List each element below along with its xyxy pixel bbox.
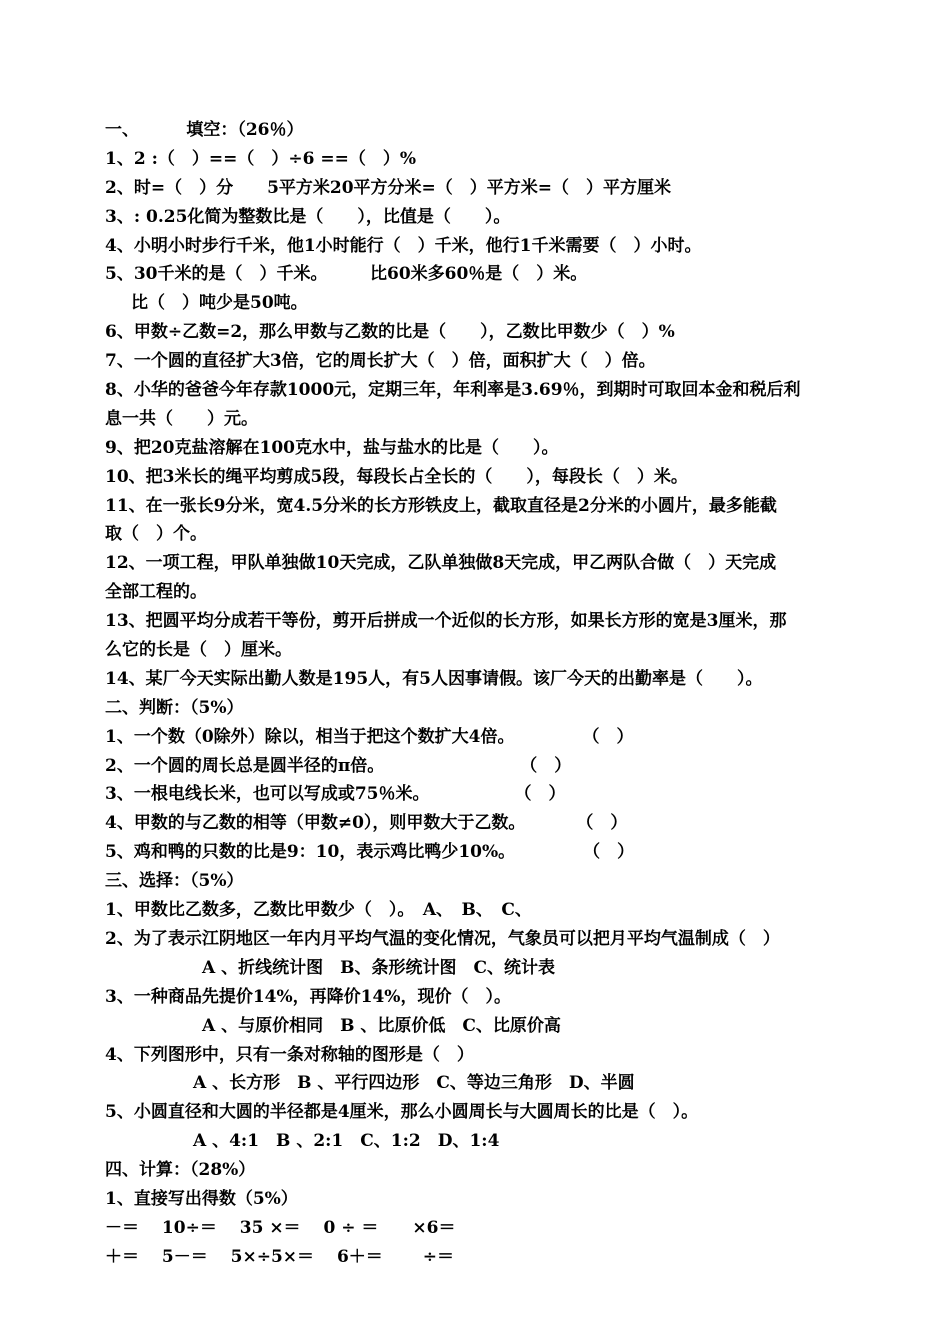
text-line: ＋＝ 5－＝ 5×÷5×＝ 6＋＝ ÷＝ bbox=[105, 1246, 454, 1267]
text-line: 13、把圆平均分成若干等份，剪开后拼成一个近似的长方形，如果长方形的宽是3厘米，那 bbox=[105, 611, 787, 632]
text-line: A 、折线统计图 B、条形统计图 C、统计表 bbox=[202, 957, 556, 978]
text-line: 4、下列图形中，只有一条对称轴的图形是（ ） bbox=[105, 1044, 474, 1065]
text-line: 7、一个圆的直径扩大3倍，它的周长扩大（ ）倍，面积扩大（ ）倍。 bbox=[105, 351, 656, 372]
text-line: A 、4:1 B 、2:1 C、1:2 D、1:4 bbox=[193, 1131, 500, 1152]
text-line: 四、计算：（28%） bbox=[105, 1160, 256, 1181]
text-line: 1、甲数比乙数多，乙数比甲数少（ ）。 A、 B、 C、 bbox=[105, 900, 532, 921]
text-line: 11、在一张长9分米，宽4.5分米的长方形铁皮上，截取直径是2分米的小圆片，最多能截 bbox=[105, 495, 777, 516]
text-line: 12、一项工程，甲队单独做10天完成，乙队单独做8天完成，甲乙两队合做（ ）天完成 bbox=[105, 553, 777, 574]
text-line: 5、小圆直径和大圆的半径都是4厘米，那么小圆周长与大圆周长的比是（ ）。 bbox=[105, 1102, 699, 1123]
text-line: 3、: 0.25化简为整数比是（ ），比值是（ ）。 bbox=[105, 206, 511, 227]
text-line: 2、时=（ ）分 5平方米20平方分米=（ ）平方米=（ ）平方厘米 bbox=[105, 177, 672, 198]
text-line: 9、把20克盐溶解在100克水中，盐与盐水的比是（ ）。 bbox=[105, 437, 559, 458]
text-line: 10、把3米长的绳平均剪成5段，每段长占全长的（ ），每段长（ ）米。 bbox=[105, 466, 688, 487]
text-line: 1、直接写出得数（5%） bbox=[105, 1188, 298, 1209]
text-line: 1、一个数（0除外）除以，相当于把这个数扩大4倍。 （ ） bbox=[105, 726, 634, 747]
text-line: 3、一种商品先提价14%，再降价14%，现价（ ）。 bbox=[105, 986, 511, 1007]
text-line: 么它的长是（ ）厘米。 bbox=[105, 640, 292, 661]
text-line: 5、30千米的是（ ）千米。 比60米多60％是（ ）米。 bbox=[105, 264, 588, 285]
text-line: 6、甲数÷乙数=2，那么甲数与乙数的比是（ ），乙数比甲数少（ ）% bbox=[105, 322, 675, 343]
text-line: A 、与原价相同 B 、比原价低 C、比原价高 bbox=[202, 1015, 561, 1036]
text-line: 1、2 :（ ）==（ ）÷6 ==（ ）% bbox=[105, 148, 416, 169]
text-line: 比（ ）吨少是50吨。 bbox=[131, 293, 308, 314]
text-line: 二、判断：（5%） bbox=[105, 697, 244, 718]
text-line: 2、一个圆的周长总是圆半径的π倍。 （ ） bbox=[105, 755, 572, 776]
text-line: A 、长方形 B 、平行四边形 C、等边三角形 D、半圆 bbox=[193, 1073, 635, 1094]
text-line: 取（ ）个。 bbox=[105, 524, 207, 545]
text-line: 14、某厂今天实际出勤人数是195人，有5人因事请假。该厂今天的出勤率是（ ）。 bbox=[105, 668, 763, 689]
text-line: 4、甲数的与乙数的相等（甲数≠0），则甲数大于乙数。 （ ） bbox=[105, 813, 628, 834]
text-line: 全部工程的。 bbox=[105, 582, 207, 603]
text-line: 三、选择：（5%） bbox=[105, 871, 244, 892]
text-line: 息一共（ ）元。 bbox=[105, 408, 258, 429]
exam-document bbox=[105, 116, 895, 1272]
text-line: 5、鸡和鸭的只数的比是9：10，表示鸡比鸭少10%。 （ ） bbox=[105, 842, 635, 863]
text-line: 3、一根电线长米，也可以写成或75％米。 （ ） bbox=[105, 784, 566, 805]
text-line: 8、小华的爸爸今年存款1000元，定期三年，年利率是3.69％，到期时可取回本金和税后利 bbox=[105, 380, 801, 401]
text-line: －＝ 10÷＝ 35 ×＝ 0 ÷ ＝ ×6＝ bbox=[105, 1217, 456, 1238]
text-line: 一、 填空：（26％） bbox=[105, 120, 304, 140]
text-line: 2、为了表示江阴地区一年内月平均气温的变化情况，气象员可以把月平均气温制成（ ） bbox=[105, 928, 780, 949]
text-line: 4、小明小时步行千米，他1小时能行（ ）千米，他行1千米需要（ ）小时。 bbox=[105, 235, 702, 256]
